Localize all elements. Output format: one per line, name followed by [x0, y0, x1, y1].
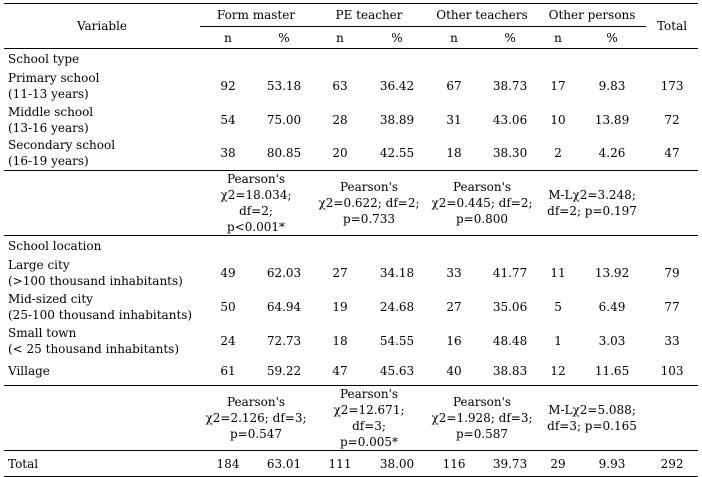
table-cell: 53.18 [266, 78, 302, 93]
table-cell: 13.89 [594, 112, 630, 127]
stats-empty-cell [4, 171, 200, 236]
row-label: Large city (>100 thousand inhabitants) [8, 257, 183, 288]
table-cell: 39.73 [482, 451, 538, 477]
section-title: School location [8, 238, 102, 253]
table-cell: 13.92 [594, 265, 630, 280]
section-title: School type [8, 51, 80, 66]
row-label: Middle school (13-16 years) [8, 104, 94, 135]
results-table [4, 3, 698, 477]
table-cell: 48.48 [492, 333, 528, 348]
n-header: n [426, 27, 482, 49]
table-cell: 47 [646, 137, 698, 171]
table-cell: 5 [554, 299, 562, 314]
table-cell: 63.01 [256, 451, 312, 477]
table-cell: 41.77 [492, 265, 528, 280]
table-cell: 33 [664, 333, 680, 348]
row-label: Village [4, 358, 200, 386]
pct-header: % [578, 27, 646, 49]
stats-row [4, 386, 698, 451]
n-header: n [200, 27, 256, 49]
total-label: Total [4, 451, 200, 477]
pct-header: % [256, 27, 312, 49]
table-cell: 9.83 [598, 78, 626, 93]
group-header-other-teachers: Other teachers [426, 4, 538, 27]
table-cell: 11.65 [578, 358, 646, 386]
table-cell: 40 [426, 358, 482, 386]
section-title-row [4, 49, 698, 69]
table-cell: 16 [446, 333, 462, 348]
table-cell: 18 [426, 137, 482, 171]
table-row [4, 103, 698, 137]
table-cell: 38.30 [482, 137, 538, 171]
row-label: Mid-sized city (25-100 thousand inhabitants) [8, 291, 193, 322]
table-row [4, 324, 698, 358]
table-row [4, 290, 698, 324]
group-header-other-persons: Other persons [538, 4, 646, 27]
table-cell: 27 [446, 299, 462, 314]
variable-header: Variable [4, 4, 200, 49]
header-row [4, 4, 698, 27]
table-cell: 36.42 [379, 78, 415, 93]
row-label: Secondary school (16-19 years) [4, 137, 200, 171]
table-cell: 33 [446, 265, 462, 280]
stat-other-teachers: Pearson's χ2=1.928; df=3; p=0.587 [426, 386, 538, 451]
table-cell: 184 [200, 451, 256, 477]
table-cell: 59.22 [256, 358, 312, 386]
table-cell: 10 [550, 112, 566, 127]
table-cell: 103 [646, 358, 698, 386]
table-cell: 38.73 [492, 78, 528, 93]
table-cell: 38.83 [482, 358, 538, 386]
group-header-form-master: Form master [200, 4, 312, 27]
table-row [4, 358, 698, 386]
pct-header: % [482, 27, 538, 49]
stat-other-teachers: Pearson's χ2=0.445; df=2; p=0.800 [426, 171, 538, 236]
table-cell: 9.93 [578, 451, 646, 477]
table-cell: 75.00 [266, 112, 302, 127]
table-cell: 35.06 [492, 299, 528, 314]
table-cell: 2 [538, 137, 578, 171]
n-header: n [312, 27, 368, 49]
table-cell: 54.55 [379, 333, 415, 348]
n-header: n [538, 27, 578, 49]
stats-empty-cell [646, 171, 698, 236]
table-cell: 64.94 [266, 299, 302, 314]
table-cell: 173 [660, 78, 684, 93]
table-cell: 61 [200, 358, 256, 386]
table-cell: 80.85 [256, 137, 312, 171]
section-title-row [4, 236, 698, 256]
table-cell: 49 [220, 265, 236, 280]
table-cell: 24.68 [379, 299, 415, 314]
stats-empty-cell [4, 386, 200, 451]
table-cell: 29 [538, 451, 578, 477]
table-cell: 18 [332, 333, 348, 348]
table-cell: 31 [446, 112, 462, 127]
table-cell: 38.89 [379, 112, 415, 127]
table-cell: 6.49 [598, 299, 626, 314]
table-row [4, 137, 698, 171]
table-cell: 54 [220, 112, 236, 127]
table-cell: 1 [554, 333, 562, 348]
table-cell: 34.18 [379, 265, 415, 280]
table-cell: 27 [332, 265, 348, 280]
stat-form-master: Pearson's χ2=18.034; df=2; p<0.001* [200, 171, 312, 236]
pct-header: % [368, 27, 426, 49]
table-row [4, 256, 698, 290]
stat-other-persons: M-Lχ2=5.088; df=3; p=0.165 [538, 386, 646, 451]
table-cell: 79 [664, 265, 680, 280]
table-cell: 92 [220, 78, 236, 93]
table-cell: 28 [332, 112, 348, 127]
table-cell: 50 [220, 299, 236, 314]
table-cell: 292 [646, 451, 698, 477]
table-cell: 11 [550, 265, 566, 280]
table-cell: 19 [332, 299, 348, 314]
row-label: Small town (< 25 thousand inhabitants) [8, 325, 180, 356]
table-cell: 47 [312, 358, 368, 386]
stats-row [4, 171, 698, 236]
table-cell: 24 [220, 333, 236, 348]
table-cell: 111 [312, 451, 368, 477]
table-cell: 77 [664, 299, 680, 314]
table-cell: 63 [332, 78, 348, 93]
table-cell: 116 [426, 451, 482, 477]
table-cell: 12 [538, 358, 578, 386]
table-cell: 62.03 [266, 265, 302, 280]
group-header-pe-teacher: PE teacher [312, 4, 426, 27]
stat-pe-teacher: Pearson's χ2=12.671; df=3; p=0.005* [312, 386, 426, 451]
stat-pe-teacher: Pearson's χ2=0.622; df=2; p=0.733 [312, 171, 426, 236]
stat-form-master: Pearson's χ2=2.126; df=3; p=0.547 [200, 386, 312, 451]
table-cell: 17 [550, 78, 566, 93]
table-cell: 3.03 [598, 333, 626, 348]
stat-other-persons: M-Lχ2=3.248; df=2; p=0.197 [538, 171, 646, 236]
table-cell: 43.06 [492, 112, 528, 127]
stats-empty-cell [646, 386, 698, 451]
table-cell: 38 [200, 137, 256, 171]
total-row [4, 451, 698, 477]
table-cell: 72 [664, 112, 680, 127]
table-row [4, 69, 698, 103]
table-cell: 42.55 [368, 137, 426, 171]
row-label: Primary school (11-13 years) [8, 70, 100, 101]
table-cell: 20 [312, 137, 368, 171]
table-cell: 72.73 [266, 333, 302, 348]
table-cell: 4.26 [578, 137, 646, 171]
total-header: Total [646, 4, 698, 49]
table-cell: 67 [446, 78, 462, 93]
table-cell: 38.00 [368, 451, 426, 477]
table-cell: 45.63 [368, 358, 426, 386]
